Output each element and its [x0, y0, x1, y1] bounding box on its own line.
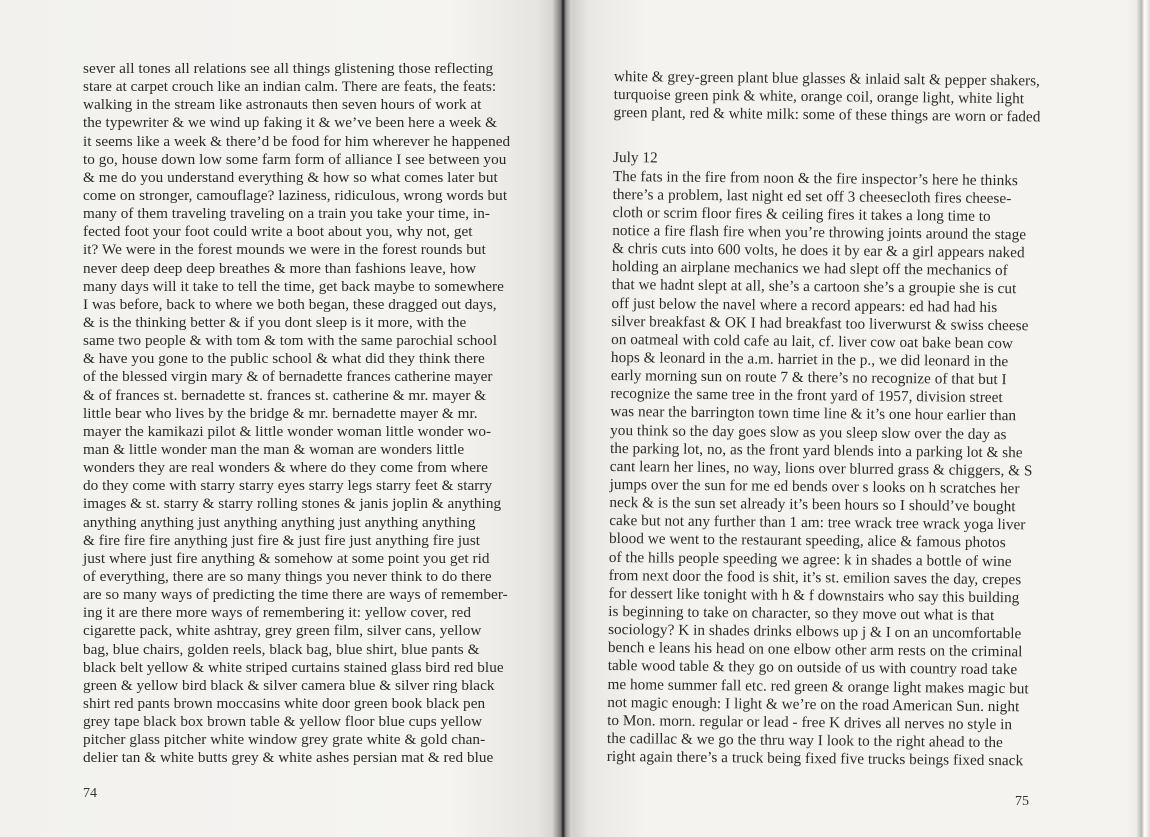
right-page-entry	[607, 168, 1040, 771]
text-line: jumps over the sun for me ed bends over s looks on h scratches her	[609, 475, 1020, 498]
text-line: of the hills people speeding we agree: k in shades a bottle of wine	[608, 548, 1012, 570]
text-line: I was before, back to where we both began, these dragged out days,	[83, 295, 497, 313]
text-line: of everything, there are so many things you never think to do there	[83, 567, 492, 585]
text-line: to Mon. morn. regular or lead - free K drives all nerves no style in	[607, 711, 1013, 733]
text-line: pitcher glass pitcher white window grey grate white & gold chan-	[83, 731, 486, 749]
text-line: not magic enough: I light & we’re on the road American Sun. night	[607, 693, 1020, 715]
text-line: bag, blue chairs, golden reels, black bag, blue shirt, blue pants &	[83, 640, 480, 658]
entry-date: July 12	[612, 149, 658, 167]
text-line: ing it are there more ways of remembering it: yellow cover, red	[83, 604, 471, 622]
text-line: fected foot your foot could write a boot about you, why not, get	[83, 223, 473, 241]
text-line: it seems like a week & there’d be food for him wherever he happened	[83, 132, 511, 150]
text-line: wonders they are real wonders & where do they come from where	[83, 459, 488, 477]
text-line: mayer the kamikazi pilot & little wonder woman little wonder wo-	[83, 422, 492, 440]
text-line: off just below the navel where a record appears: ed had had his	[611, 294, 998, 316]
text-line: there’s a problem, last night ed set off 3 cheesecloth fires cheese-	[612, 185, 1012, 207]
text-line: recognize the same tree in the front yard of 1957, division street	[610, 385, 1003, 407]
text-line: from next door the food is shit, it’s st. emilion saves the day, crepes	[608, 566, 1022, 588]
text-line: cake but not any further than 1 am: tree wrack tree wrack yoga liver	[609, 512, 1026, 534]
left-page	[0, 0, 560, 837]
text-line: anything anything just anything anything just anything anything	[83, 513, 476, 531]
text-line: walking in the stream like astronauts then seven hours of work at	[83, 96, 482, 114]
text-line: many of them traveling traveling on a train you take your time, in-	[83, 205, 490, 223]
right-page-text	[607, 68, 1041, 771]
text-line: & have you gone to the public school & what did they think there	[83, 350, 485, 368]
text-line: just where just fire anything & somehow at some point you get rid	[83, 549, 490, 567]
text-line: never deep deep deep breathes & more than fashions leave, how	[83, 259, 477, 277]
text-line: & is the thinking better & if you dont sleep is it more, with the	[83, 313, 467, 331]
text-line: green plant, red & white milk: some of these things are worn or faded	[613, 104, 1041, 126]
text-line: bench e leans his head on one elbow other arm rests on the criminal	[607, 639, 1023, 661]
left-page-text	[83, 60, 510, 767]
text-line: cant learn her lines, no way, lions over blurred grass & chiggers, & S	[609, 457, 1033, 480]
text-line: turquoise green pink & white, orange coil, orange light, white light	[613, 86, 1025, 108]
text-line: are so many ways of predicting the time there are ways of remember-	[83, 586, 508, 604]
text-line: white & grey-green plant blue glasses & inlaid salt & pepper shakers,	[613, 68, 1041, 90]
text-line: the typewriter & we wind up faking it & we’ve been here a week &	[83, 114, 497, 132]
text-line: & me do you understand everything & how so what comes later but	[83, 168, 498, 186]
text-line: on oatmeal with cold cafe au lait, cf. liver cow oat bake bean cow	[611, 330, 1014, 353]
text-line: man & little wonder man the man & woman are wonders little	[83, 440, 465, 458]
text-line: was near the barrington town time line & it’s one hour earlier than	[610, 403, 1017, 425]
text-line: & fire fire fire anything just fire & just fire just anything fire just	[83, 531, 481, 549]
right-page-continuation	[613, 68, 1040, 127]
text-line: & of frances st. bernadette st. frances st. catherine & mr. mayer &	[83, 386, 487, 404]
text-line: The fats in the fire from noon & the fire inspector’s here he thinks	[612, 167, 1018, 189]
right-page-number: 75	[1015, 794, 1029, 809]
text-line: do they come with starry starry eyes starry legs starry feet & starry	[83, 477, 493, 495]
text-line: shirt red pants brown moccasins white door green book black pen	[83, 694, 486, 712]
text-line: many days will it take to tell the time, get back maybe to somewhere	[83, 277, 504, 295]
text-line: little bear who lives by the bridge & mr. bernadette mayer & mr.	[83, 404, 478, 422]
text-line: neck & is the sun set already it’s been hours so I should’ve bought	[609, 494, 1016, 516]
text-line: images & st. starry & starry rolling stones & janis joplin & anything	[83, 495, 502, 513]
text-line: me home summer fall etc. red green & orange light makes magic but	[607, 675, 1029, 697]
text-line: cloth or scrim floor fires & ceiling fires it takes a long time to	[612, 203, 991, 225]
text-line: is beginning to take on character, so they move out what is that	[608, 602, 995, 624]
text-line: & chris cuts into 600 volts, he does it by ear & a girl appears naked	[612, 240, 1025, 262]
text-line: right again there’s a truck being fixed five trucks beings fixed snack	[606, 748, 1024, 770]
text-line: early morning sun on route 7 & there’s no recognize of that but I	[610, 367, 1007, 389]
text-line: black belt yellow & white striped curtains stained glass bird red blue	[83, 658, 504, 676]
text-line: sever all tones all relations see all things glistening those reflecting	[83, 60, 494, 77]
text-line: grey tape black box brown table & yellow floor blue cups yellow	[83, 713, 483, 731]
right-page	[566, 0, 1150, 837]
text-line: for dessert like tonight with h & f downstairs who say this building	[608, 584, 1020, 607]
text-line: delier tan & white butts grey & white ashes persian mat & red blue	[83, 749, 494, 767]
text-line: you think so the day goes slow as you sleep slow over the day as	[610, 421, 1007, 443]
text-line: it? We were in the forest mounds we were in the forest rounds but	[83, 241, 486, 259]
text-line: blood we went to the restaurant speeding, alice & famous photos	[608, 530, 1006, 552]
book-gutter	[552, 0, 572, 837]
text-line: same two people & with tom & tom with the same parochial school	[83, 332, 497, 350]
text-line: notice a fire flash fire when you’re throwing joints around the stage	[612, 221, 1027, 244]
text-line: cigarette pack, white ashtray, grey green film, silver cans, yellow	[83, 622, 482, 640]
text-line: silver breakfast & OK I had breakfast too liverwurst & swiss cheese	[611, 312, 1029, 335]
text-line: come on stronger, camouflage? laziness, ridiculous, wrong words but	[83, 186, 508, 204]
left-page-number: 74	[83, 786, 97, 801]
text-line: hops & leonard in the a.m. harriet in the p., we did leonard in the	[610, 348, 1009, 371]
text-line: of the blessed virgin mary & of bernadette frances catherine mayer	[83, 368, 493, 386]
text-line: the cadillac & we go the thru way I look to the right ahead to the	[606, 729, 1003, 752]
text-line: sociology? K in shades drinks elbows up j & I on an uncomfortable	[608, 621, 1022, 643]
text-line: stare at carpet crouch like an indian calm. There are feats, the feats:	[83, 78, 497, 96]
text-line: that we hadnt slept at all, she’s a cartoon she’s a groupie she is cut	[611, 276, 1017, 298]
text-line: to go, house down low some farm form of alliance I see between you	[83, 150, 507, 168]
text-line: table wood table & they go on outside of us with country road take	[607, 657, 1018, 679]
text-line: the parking lot, no, as the front yard blends into a parking lot & she	[609, 439, 1023, 461]
text-line: green & yellow bird black & silver camera blue & silver ring black	[83, 676, 495, 694]
text-line: holding an airplane mechanics we had slept off the mechanics of	[611, 258, 1008, 280]
page-edge	[1136, 0, 1150, 837]
